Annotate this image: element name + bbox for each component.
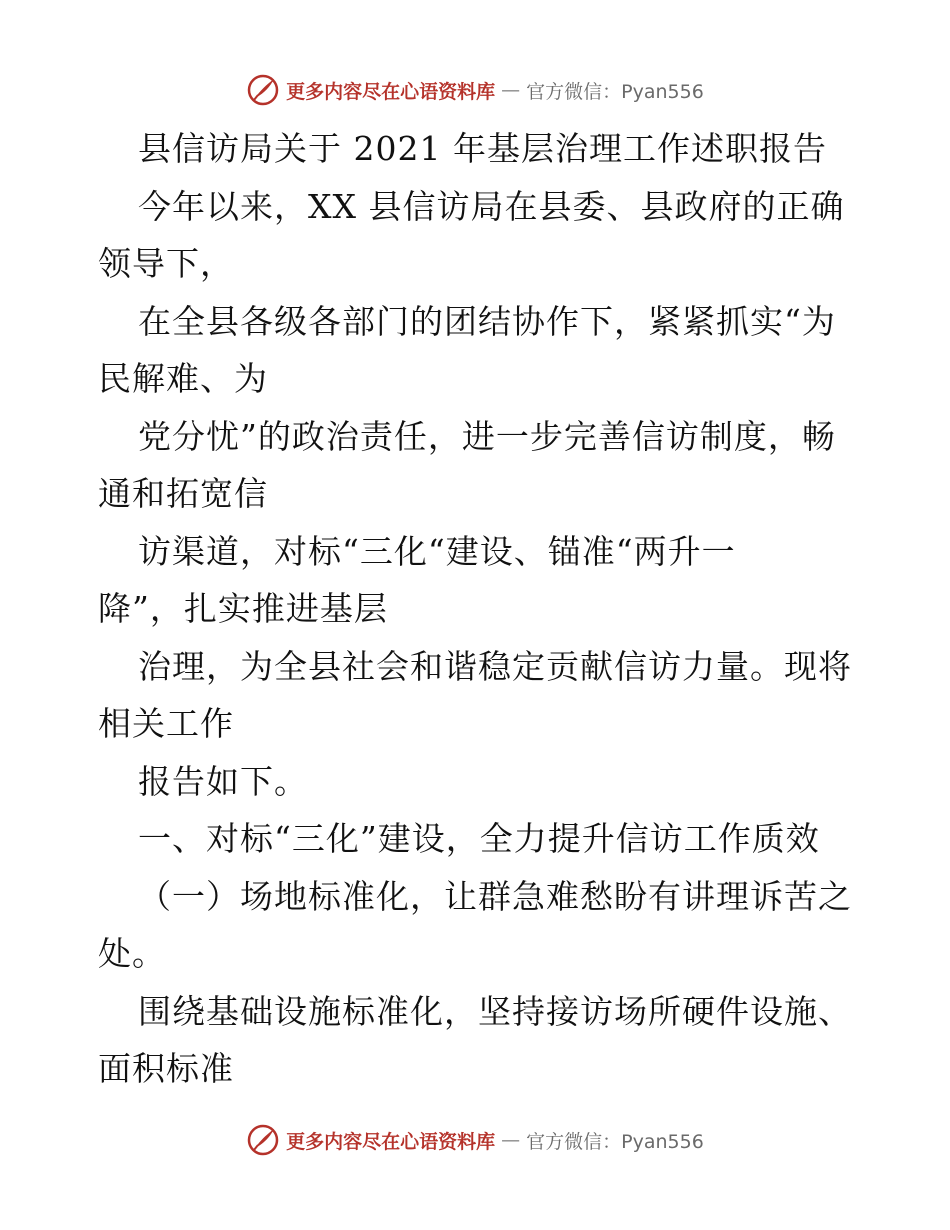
doc-line: 相关工作 xyxy=(98,704,234,743)
watermark-site-text: 更多内容尽在心语资料库 xyxy=(286,1130,496,1153)
doc-line: 党分忧”的政治责任，进一步完善信访制度，畅 xyxy=(138,416,836,456)
doc-line: 治理，为全县社会和谐稳定贡献信访力量。现将 xyxy=(138,646,852,686)
doc-line: 访渠道，对标“三化“建设、锚准“两升一 xyxy=(138,531,736,571)
doc-line: 在全县各级各部门的团结协作下，紧紧抓实“为 xyxy=(138,301,836,341)
quill-logo-icon xyxy=(246,1123,280,1157)
doc-line: 降”，扎实推进基层 xyxy=(98,589,388,628)
watermark-content xyxy=(246,1123,704,1157)
watermark-dash: — xyxy=(501,79,521,101)
watermark-wechat-text: 官方微信：Pyan556 xyxy=(526,1130,704,1153)
doc-line: 民解难、为 xyxy=(98,359,268,398)
header-watermark xyxy=(0,70,950,110)
doc-line: 围绕基础设施标准化，坚持接访场所硬件设施、 xyxy=(138,991,852,1031)
doc-line: 报告如下。 xyxy=(138,761,308,801)
doc-line: 处。 xyxy=(98,934,166,973)
document-body xyxy=(98,120,858,1098)
section-heading: 一、对标“三化”建设，全力提升信访工作质效 xyxy=(138,819,820,858)
doc-line: 今年以来，XX 县信访局在县委、县政府的正确 xyxy=(138,186,845,226)
watermark-dash: — xyxy=(501,1129,521,1151)
doc-line: 领导下， xyxy=(98,244,234,283)
watermark-wechat-text: 官方微信：Pyan556 xyxy=(526,80,704,103)
doc-line: 通和拓宽信 xyxy=(98,474,268,513)
subsection-heading: （一）场地标准化，让群急难愁盼有讲理诉苦之 xyxy=(138,876,852,916)
doc-line: 面积标准 xyxy=(98,1049,234,1088)
watermark-content xyxy=(246,73,704,107)
quill-logo-icon xyxy=(246,73,280,107)
doc-title: 县信访局关于 2021 年基层治理工作述职报告 xyxy=(138,129,827,168)
footer-watermark xyxy=(0,1120,950,1160)
watermark-site-text: 更多内容尽在心语资料库 xyxy=(286,80,496,103)
